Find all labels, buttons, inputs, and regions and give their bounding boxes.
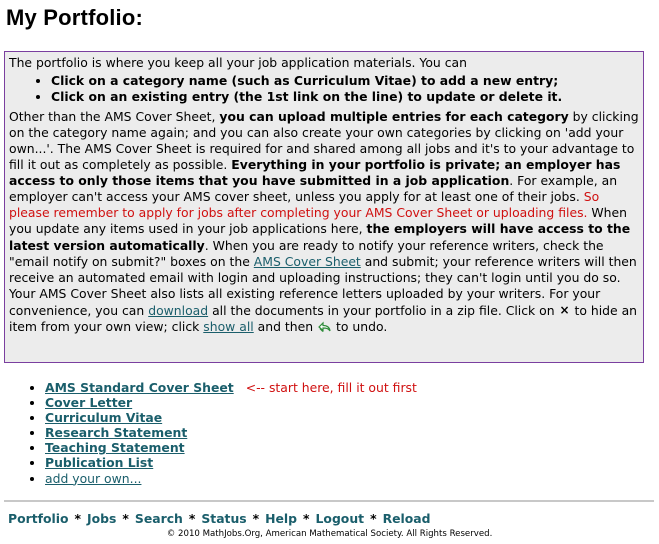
instructions-box: [4, 51, 644, 363]
category-item-teaching: [45, 440, 417, 455]
text-segment: . For example, an employer can't access your AMS cover sheet, unless you apply for at least one of their jobs.: [9, 173, 618, 205]
nav-status[interactable]: Status: [201, 511, 247, 526]
text-segment: to undo.: [332, 318, 388, 334]
category-link-curriculum-vitae[interactable]: Curriculum Vitae: [45, 410, 163, 426]
category-item-publications: [45, 455, 417, 470]
nav-separator: *: [303, 511, 310, 526]
category-link-cover-letter[interactable]: Cover Letter: [45, 395, 133, 411]
copyright-notice: © 2010 MathJobs.Org, American Mathematical Society. All Rights Reserved.: [166, 529, 493, 539]
category-item-cv: [45, 410, 417, 425]
undo-icon: [317, 320, 332, 337]
category-link-publication-list[interactable]: Publication List: [45, 455, 154, 471]
footer-divider: [4, 500, 654, 502]
nav-separator: *: [252, 511, 260, 526]
nav-separator: *: [370, 511, 377, 526]
add-your-own-link[interactable]: add your own...: [45, 470, 142, 486]
download-link[interactable]: download: [148, 302, 209, 318]
text-segment: all the documents in your portfolio in a zip file. Click on: [208, 302, 559, 318]
emphasis-latest-version: the employers will have access to the latest version automatically: [9, 221, 631, 253]
nav-separator: *: [74, 511, 82, 526]
category-link-ams-cover-sheet[interactable]: AMS Standard Cover Sheet: [45, 380, 234, 395]
category-item-research: [45, 425, 417, 440]
hide-x-icon: ×: [559, 302, 570, 317]
category-item-add-own: [45, 471, 417, 486]
text-segment: and submit; your reference writers will then receive an automated email with login and uploading instructions; they can't login until you do so. Your AMS Cover Sheet also lists all existing reference letters uploaded by your writers. For your convenience, you can: [9, 253, 637, 318]
text-segment: by clicking on the category name again; and you can also create your own categories by clicking on 'add your own...'. The AMS Cover Sheet is required for and shared among all jobs and it's to your advantage to fill it out as completely as possible.: [9, 109, 639, 173]
nav-separator: *: [122, 511, 129, 526]
text-segment: . When you are ready to notify your reference writers, check the "email notify on submit?" boxes on the: [9, 237, 604, 269]
text-segment: and then: [253, 318, 318, 334]
show-all-link[interactable]: show all: [203, 318, 254, 334]
start-here-note: <-- start here, fill it out first: [245, 380, 417, 395]
page-title: My Portfolio:: [6, 5, 144, 30]
nav-jobs[interactable]: Jobs: [87, 511, 117, 526]
category-link-research-statement[interactable]: Research Statement: [45, 425, 188, 441]
emphasis-multiple-entries: you can upload multiple entries for each category: [219, 109, 569, 125]
footer-nav: [8, 511, 431, 526]
category-list: [28, 380, 417, 486]
instructions-paragraph: [9, 109, 639, 337]
category-item-cover-letter: [45, 395, 417, 410]
nav-search[interactable]: Search: [134, 511, 183, 526]
warning-apply-reminder: So please remember to apply for jobs after completing your AMS Cover Sheet or uploading files.: [9, 189, 600, 221]
instruction-bullet-update: • Click on an existing entry (the 1st link on the line) to update or delete it.: [51, 89, 639, 105]
nav-logout[interactable]: Logout: [315, 511, 365, 526]
nav-separator: *: [188, 511, 196, 526]
instruction-bullets: [9, 73, 639, 105]
instruction-bullet-add: • Click on a category name (such as Curriculum Vitae) to add a new entry;: [51, 73, 639, 89]
ams-cover-sheet-link[interactable]: AMS Cover Sheet: [253, 253, 361, 269]
text-segment: to hide an item from your own view; click: [9, 302, 638, 334]
intro-lead: The portfolio is where you keep all your job application materials. You can: [9, 55, 467, 70]
nav-help[interactable]: Help: [265, 511, 298, 526]
category-item-cover-sheet: [45, 380, 417, 395]
text-segment: When you update any items used in your job applications here,: [9, 205, 628, 237]
category-link-teaching-statement[interactable]: Teaching Statement: [45, 440, 185, 456]
emphasis-privacy: Everything in your portfolio is private; an employer has access to only those items that you have submitted in a job application: [9, 157, 621, 189]
text-segment: Other than the AMS Cover Sheet,: [9, 109, 220, 125]
nav-reload[interactable]: Reload: [382, 511, 431, 526]
nav-portfolio[interactable]: Portfolio: [8, 511, 69, 526]
